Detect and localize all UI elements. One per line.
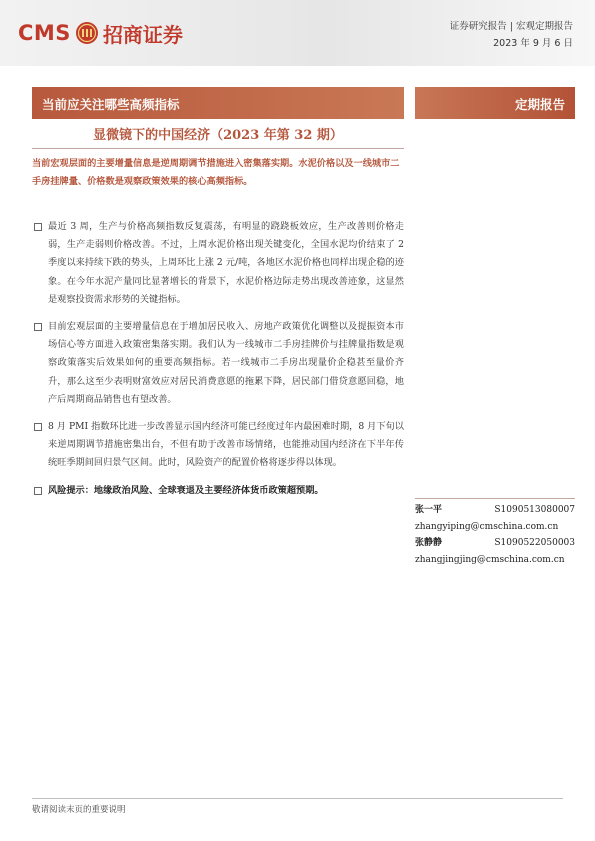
footer-divider	[32, 798, 563, 799]
bullet-item	[32, 318, 404, 409]
logo-mark-icon	[75, 21, 99, 45]
risk-text: 风险提示：地缘政治风险、全球衰退及主要经济体货币政策超预期。	[48, 484, 324, 496]
bullet-text: 最近 3 周，生产与价格高频指数反复震荡，有明显的跷跷板效应，生产改善则价格走弱，生产走弱则价格改善。不过，上周水泥价格出现关键变化，全国水泥均价结束了 2 季度以来持续下跌的势头，上周环比上涨 2 元/吨，各地区水泥价格也同样出现企稳的迹象。在今年水泥产量同比显著增长的背景下，水泥价格边际走势出现改善迹象，这显然是观察投资需求形势的关键指标。	[48, 221, 404, 305]
bullet-square-icon	[34, 487, 42, 495]
logo-text: CMS	[18, 21, 71, 45]
report-type: 证券研究报告 | 宏观定期报告	[449, 21, 573, 32]
risk-warning	[32, 482, 404, 500]
bullet-square-icon	[34, 323, 42, 331]
header-meta	[450, 18, 573, 52]
title-bar	[32, 87, 404, 119]
analyst-row	[415, 535, 575, 552]
report-category-tag	[415, 87, 575, 119]
logo-cn: 招商证券	[102, 22, 183, 47]
analyst-email[interactable]: zhangjingjing@cmschina.com.cn	[415, 554, 565, 565]
bullet-item	[32, 218, 404, 309]
bullet-square-icon	[34, 223, 42, 231]
analyst-row	[415, 502, 575, 519]
analyst-divider	[415, 498, 575, 499]
analyst-panel	[415, 498, 575, 568]
report-date: 2023 年 9 月 6 日	[493, 38, 573, 49]
divider	[32, 148, 404, 149]
analyst-id: S1090522050003	[494, 538, 575, 548]
company-logo	[18, 18, 183, 48]
bullet-square-icon	[34, 423, 42, 431]
bullet-text: 目前宏观层面的主要增量信息在于增加居民收入、房地产政策优化调整以及提振资本市场信心等方面进入政策密集落实期。我们认为一线城市二手房挂牌价与挂牌量指数是观察政策落实后效果如何的重要高频指标。若一线城市二手房出现量价企稳甚至量价齐升，那么这至少表明财富效应对居民消费意愿的拖累下降，居民部门借贷意愿回稳，地产后周期商品销售也有望改善。	[48, 321, 404, 405]
footer-note: 敬请阅读末页的重要说明	[32, 805, 126, 815]
bullet-item	[32, 418, 404, 473]
analyst-email[interactable]: zhangyiping@cmschina.com.cn	[415, 521, 559, 532]
bullet-text: 8 月 PMI 指数环比进一步改善显示国内经济可能已经度过年内最困难时期，8 月下旬以来逆周期调节措施密集出台，不但有助于改善市场情绪，也能推动国内经济在下半年传统旺季期间回归景气区间。此时，风险资产的配置价格将逐步得以体现。	[48, 421, 404, 469]
report-title: 当前应关注哪些高频指标	[42, 97, 180, 112]
analyst-id: S1090513080007	[494, 505, 575, 515]
analyst-name: 张一平	[415, 505, 443, 515]
summary-text: 当前宏观层面的主要增量信息是逆周期调节措施进入密集落实期。水泥价格以及一线城市二手房挂牌量、价格数是观察政策效果的核心高频指标。	[32, 158, 400, 187]
analyst-name: 张静静	[415, 538, 443, 548]
bullet-list	[32, 218, 404, 509]
report-category-label: 定期报告	[514, 97, 565, 112]
report-subtitle: 显微镜下的中国经济（2023 年第 32 期）	[93, 128, 343, 143]
